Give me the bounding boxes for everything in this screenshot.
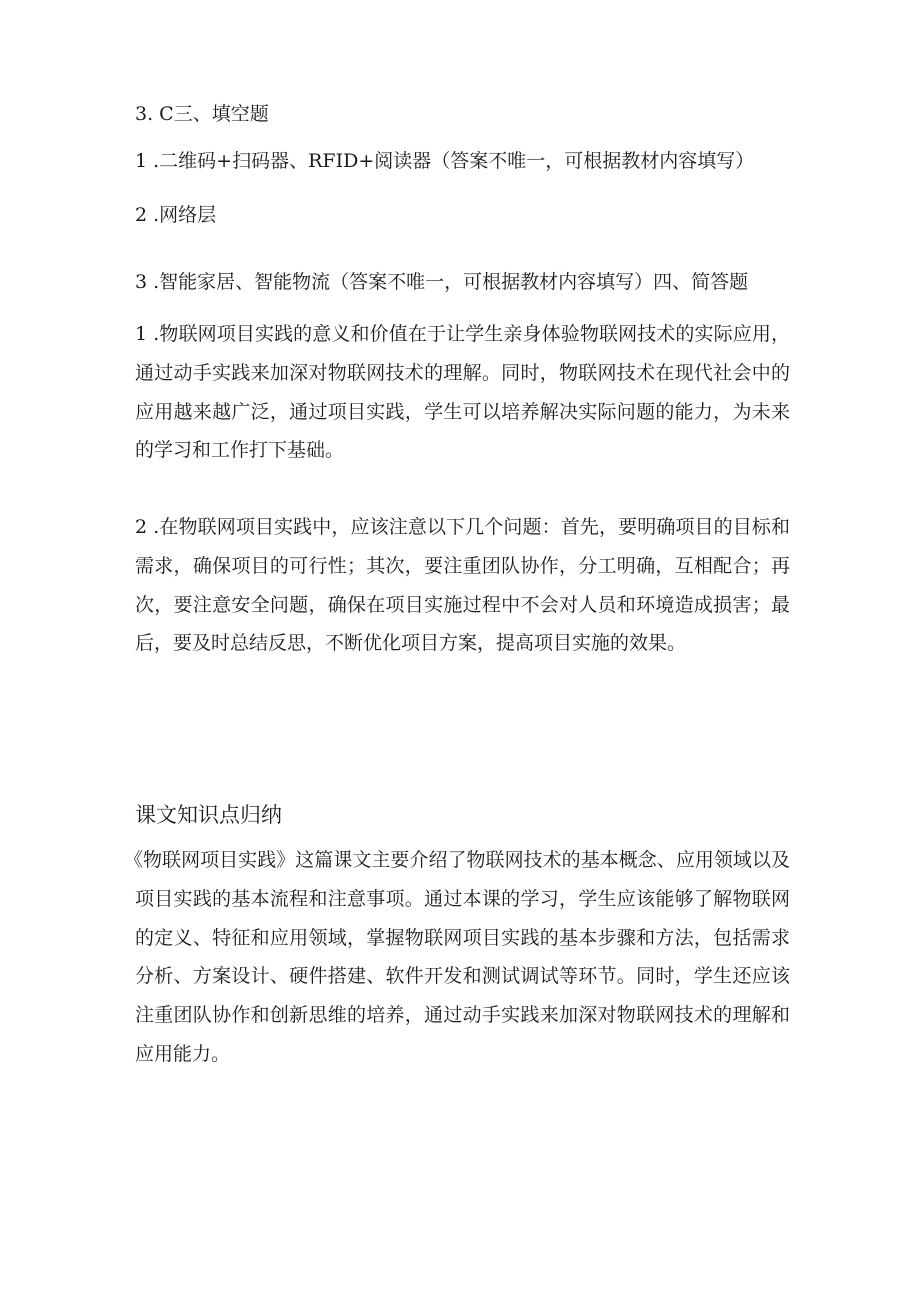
summary-paragraph: 《物联网项目实践》这篇课文主要介绍了物联网技术的基本概念、应用领域以及项目实践的基本流程和注意事项。通过本课的学习，学生应该能够了解物联网的定义、特征和应用领域，掌握物联网项目实践的基本步骤和方法，包括需求分析、方案设计、硬件搭建、软件开发和测试调试等环节。同时，学生还应该注重团队协作和创新思维的培养，通过动手实践来加深对物联网技术的理解和应用能力。 (124, 849, 790, 1065)
fill-blank-answer-3: 3 .智能家居、智能物流（答案不唯一，可根据教材内容填写）四、简答题 (135, 271, 749, 293)
short-answer-1: 1 .物联网项目实践的意义和价值在于让学生亲身体验物联网技术的实际应用，通过动手实践来加深对物联网技术的理解。同时，物联网技术在现代社会中的应用越来越广泛，通过项目实践，学生可以培养解决实际问题的能力，为未来的学习和工作打下基础。 (135, 323, 790, 462)
fill-blank-answer-2: 2 .网络层 (135, 204, 217, 226)
fill-blank-answer-1: 1 .二维码+扫码器、RFID+阅读器（答案不唯一，可根据教材内容填写） (135, 150, 755, 172)
section-heading: 课文知识点归纳 (135, 803, 282, 827)
short-answer-2: 2 .在物联网项目实践中，应该注意以下几个问题：首先，要明确项目的目标和需求，确保项目的可行性；其次，要注重团队协作，分工明确，互相配合；再次，要注意安全问题，确保在项目实施过程中不会对人员和环境造成损害；最后，要及时总结反思，不断优化项目方案，提高项目实施的效果。 (135, 516, 790, 655)
choice-answer-line: 3. C三、填空题 (135, 103, 269, 125)
